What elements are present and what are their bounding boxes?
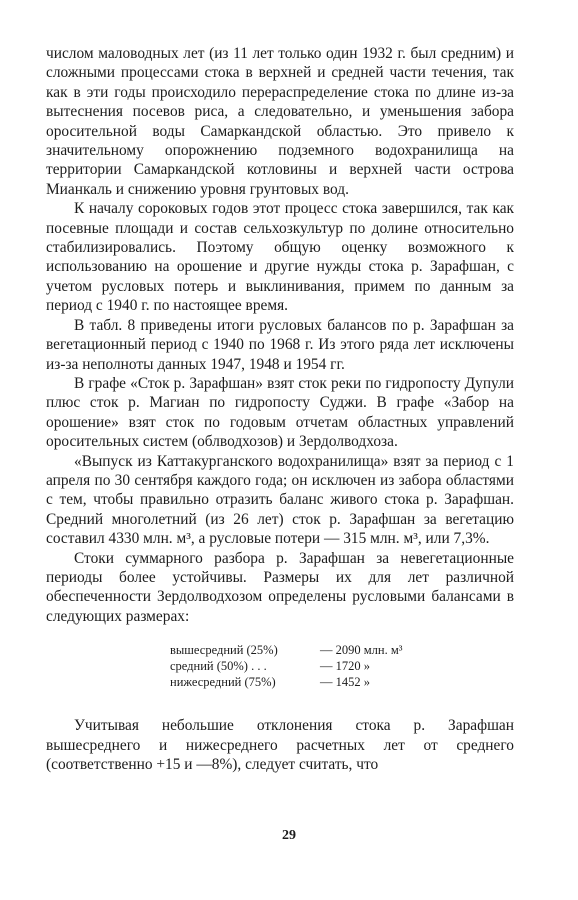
paragraph-5: «Выпуск из Каттакурганского водохранилища» взят за период с 1 апреля по 30 сентября каждого года; он исключен из забора областями с тем, чтобы правильно отразить баланс живого стока р. Зарафшан. Средний многолетний (из 26 лет) сток р. Зарафшан за вегетацию составил 4330 млн. м³, а русловые потери — 315 млн. м³, или 7,3%. <box>46 452 514 548</box>
page-number: 29 <box>282 828 296 843</box>
table-row <box>170 674 514 690</box>
paragraph-6: Стоки суммарного разбора р. Зарафшан за невегетационные периоды более устойчивы. Размеры их для лет различной обеспеченности Зердолводхозом определены русловыми балансами в следующих размерах: <box>46 549 514 625</box>
table-row-label: средний (50%) . . . <box>170 659 267 674</box>
table-row <box>170 658 514 674</box>
runoff-table <box>170 642 514 690</box>
closing-paragraph: Учитывая небольшие отклонения стока р. Зарафшан вышесреднего и нижесреднего расчетных лет от среднего (соответственно +15 и —8%), следует считать, что <box>46 717 514 773</box>
table-row-value: — 2090 млн. м³ <box>320 643 403 658</box>
table-row-value: — 1720 » <box>320 659 370 674</box>
table-row-label: вышесредний (25%) <box>170 643 278 658</box>
paragraph-4: В графе «Сток р. Зарафшан» взят сток реки по гидропосту Дупули плюс сток р. Магиан по гидропосту Суджи. В графе «Забор на орошение» взят сток по годовым отчетам областных управлений оросительных систем (облводхозов) и Зердолводхоза. <box>46 374 514 451</box>
table-row <box>170 642 514 658</box>
paragraph-1: числом маловодных лет (из 11 лет только один 1932 г. был средним) и сложными процессами стока в верхней и средней части течения, так как в эти годы происходило перераспределение стока по длине из-за вытеснения посевов риса, а следовательно, и уменьшения забора оросительной воды Самаркандской областью. Это привело к значительному опорожнению подземного водохранилища на территории Самаркандской котловины и верхней части острова Мианкаль и снижению уровня грунтовых вод. <box>46 45 514 198</box>
paragraph-2: К началу сороковых годов этот процесс стока завершился, так как посевные площади и состав сельхозкультур по долине относительно стабилизировались. Поэтому общую оценку возможного к использованию на орошение и другие нужды стока р. Зарафшан, с учетом русловых потерь и выклинивания, примем по данным за период с 1940 г. по настоящее время. <box>46 200 514 315</box>
paragraph-3: В табл. 8 приведены итоги русловых балансов по р. Зарафшан за вегетационный период с 1940 по 1968 г. Из этого ряда лет исключены из-за неполноты данных 1947, 1948 и 1954 гг. <box>46 316 514 373</box>
table-row-value: — 1452 » <box>320 675 370 690</box>
table-row-label: нижесредний (75%) <box>170 675 276 690</box>
page-body <box>46 44 514 774</box>
